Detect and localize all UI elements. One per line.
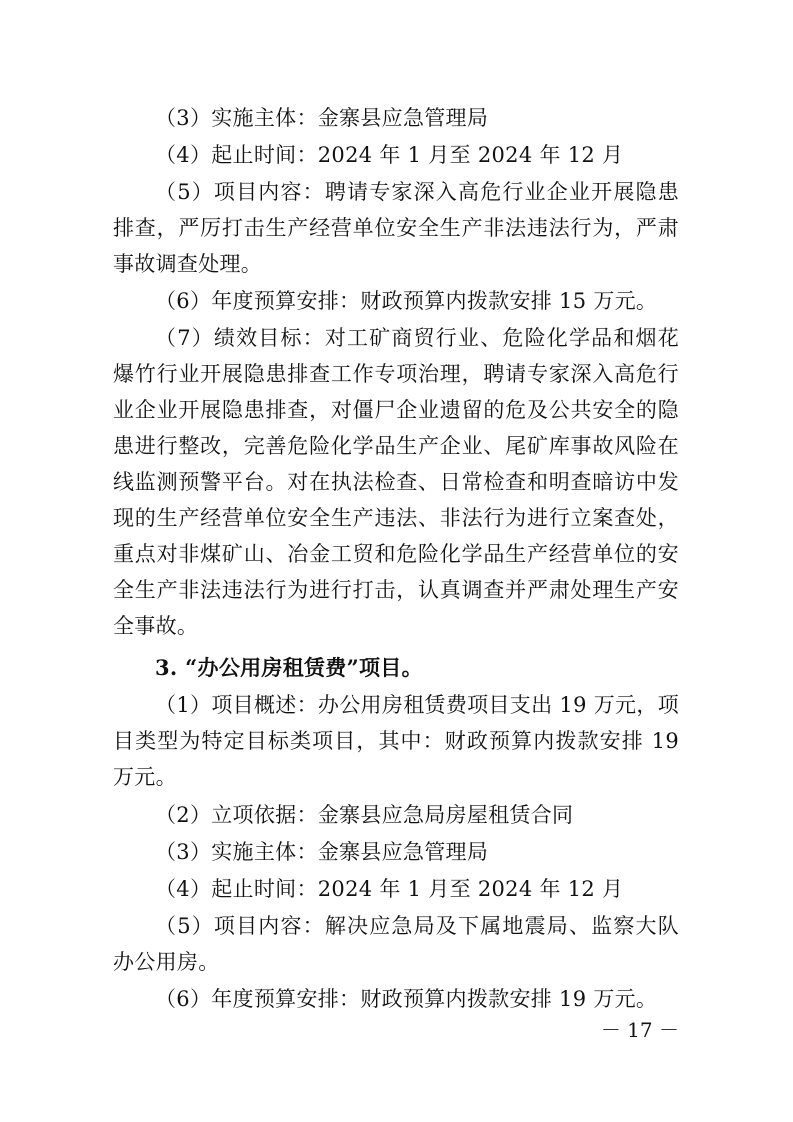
paragraph-implementing-body: （3）实施主体：金寨县应急管理局 bbox=[155, 106, 489, 130]
paragraph-project-content: （5）项目内容：聘请专家深入高危行业企业开展隐患排查，严厉打击生产经营单位安全生产非法违法行为，严肃事故调查处理。 bbox=[113, 180, 679, 276]
paragraph-project-content-2: （5）项目内容：解决应急局及下属地震局、监察大队办公用房。 bbox=[113, 914, 679, 974]
page-number: － 17 － bbox=[600, 1018, 679, 1042]
paragraph-performance-goal: （7）绩效目标：对工矿商贸行业、危险化学品和烟花爆竹行业开展隐患排查工作专项治理，聘请专家深入高危行业企业开展隐患排查，对僵尸企业遗留的危及公共安全的隐患进行整改，完善危险化学品生产企业、尾矿库事故风险在线监测预警平台。对在执法检查、日常检查和明查暗访中发现的生产经营单位安全生产违法、非法行为进行立案查处，重点对非煤矿山、冶金工贸和危险化学品生产经营单位的安全生产非法违法行为进行打击，认真调查并严肃处理生产安全事故。 bbox=[113, 326, 679, 638]
paragraph-implementing-body-2: （3）实施主体：金寨县应急管理局 bbox=[155, 840, 489, 864]
paragraph-project-overview: （1）项目概述：办公用房租赁费项目支出 19 万元，项目类型为特定目标类项目，其中：财政预算内拨款安排 19 万元。 bbox=[113, 693, 679, 789]
paragraph-annual-budget: （6）年度预算安排：财政预算内拨款安排 15 万元。 bbox=[155, 289, 658, 313]
paragraph-basis: （2）立项依据：金寨县应急局房屋租赁合同 bbox=[155, 803, 574, 827]
paragraph-annual-budget-2: （6）年度预算安排：财政预算内拨款安排 19 万元。 bbox=[155, 987, 658, 1011]
paragraph-period-2: （4）起止时间：2024 年 1 月至 2024 年 12 月 bbox=[155, 877, 624, 901]
section-heading: 3. “办公用房租赁费”项目。 bbox=[155, 655, 423, 680]
paragraph-period: （4）起止时间：2024 年 1 月至 2024 年 12 月 bbox=[155, 143, 624, 167]
